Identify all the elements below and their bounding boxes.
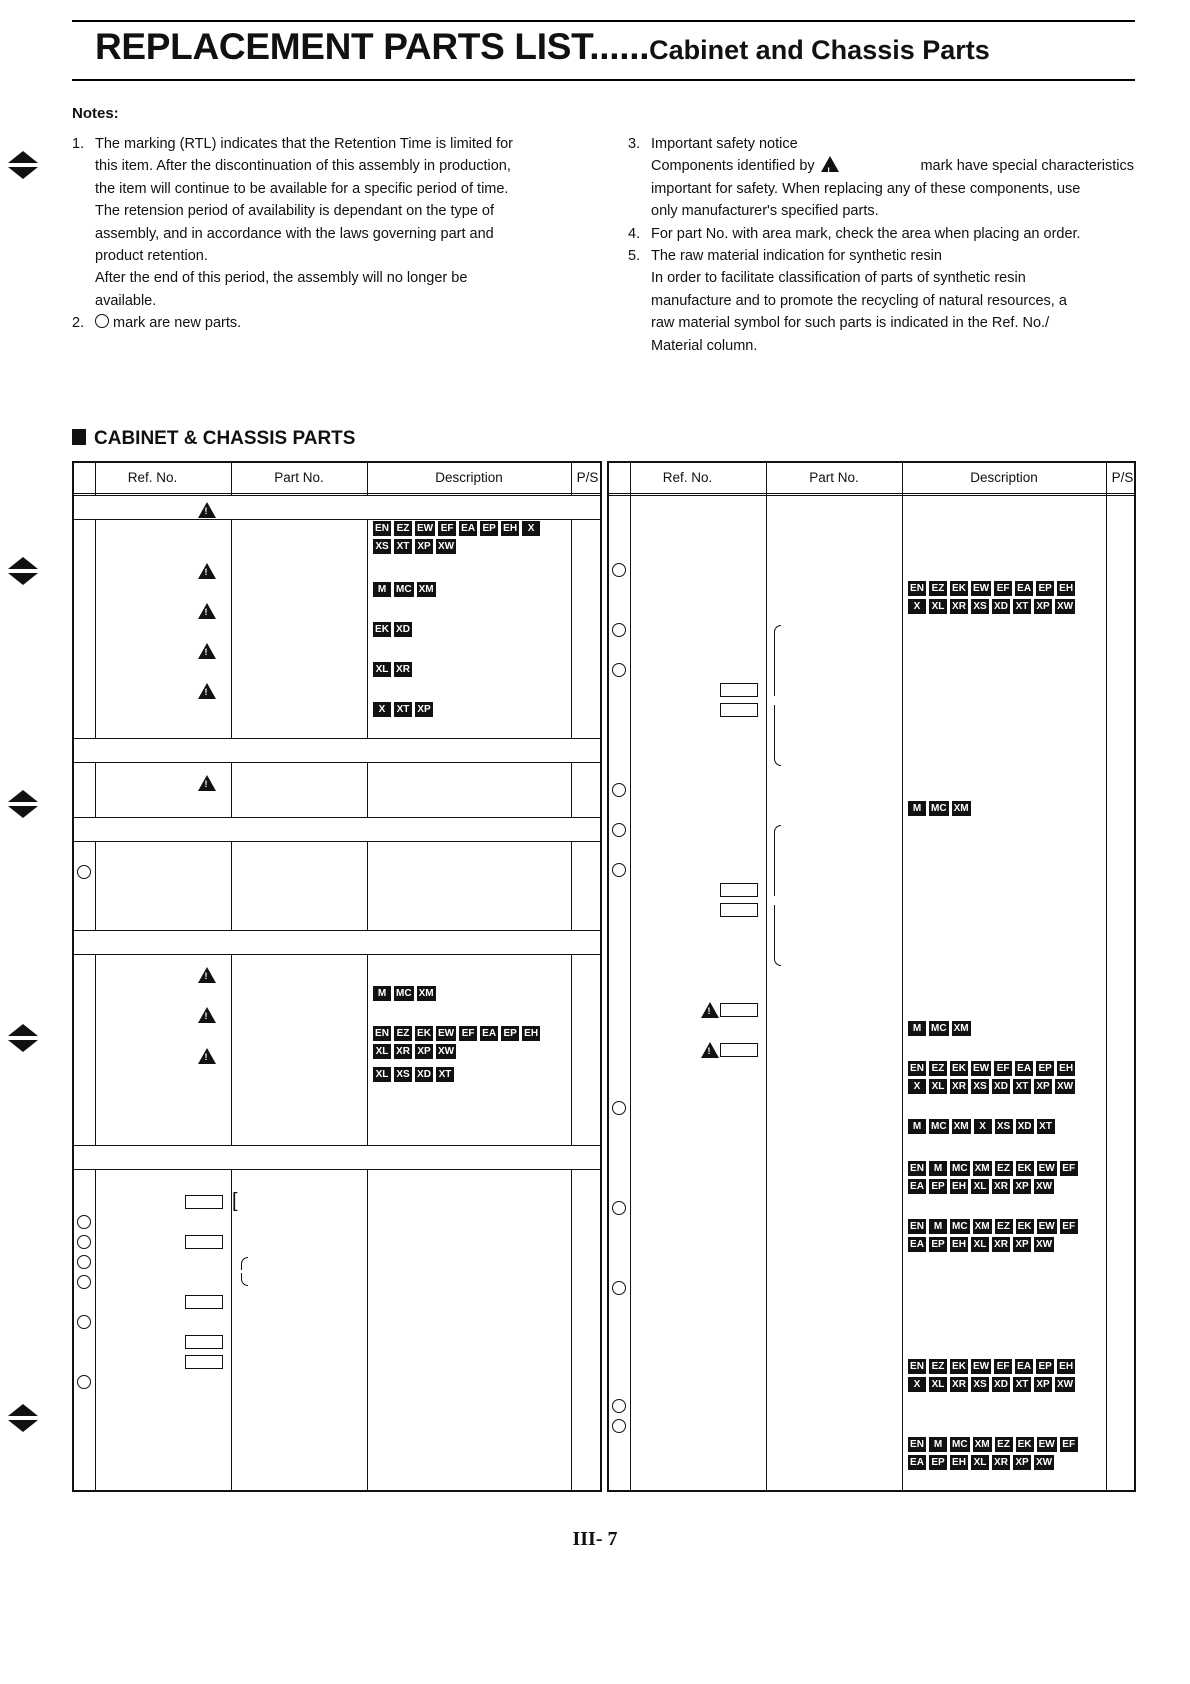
area-code-badge: XP: [1034, 599, 1052, 614]
area-code-badge: EF: [1060, 1161, 1078, 1176]
new-part-circle-icon: [612, 823, 626, 837]
note-number: 3.: [628, 136, 641, 152]
brace: [774, 825, 781, 896]
area-code-badge: EA: [1015, 1359, 1033, 1374]
new-part-circle-icon: [95, 314, 109, 328]
note-line: manufacture and to promote the recycling of natural resources, a: [651, 292, 1067, 309]
safety-warning-icon: [198, 683, 216, 699]
area-codes: [373, 699, 436, 717]
note-line: available.: [95, 292, 157, 309]
area-codes: [373, 983, 439, 1001]
new-part-circle-icon: [612, 863, 626, 877]
page-number: III- 7: [572, 1528, 618, 1550]
area-code-badge: EK: [950, 581, 968, 596]
safety-warning-icon: [198, 1048, 216, 1064]
area-code-badge: XD: [415, 1067, 433, 1082]
area-code-badge: XL: [971, 1179, 989, 1194]
area-codes: [373, 1041, 459, 1059]
area-code-badge: EK: [1016, 1161, 1034, 1176]
area-codes: [908, 1434, 1081, 1452]
safety-warning-icon: [198, 643, 216, 659]
area-code-badge: MC: [396, 584, 412, 595]
new-part-circle-icon: [77, 1215, 91, 1229]
area-code-badge: XR: [992, 1237, 1010, 1252]
area-code-badge: MC: [396, 988, 412, 999]
section-title-text: CABINET & CHASSIS PARTS: [94, 428, 356, 449]
area-code-badge: XS: [995, 1119, 1013, 1134]
area-code-badge: XL: [971, 1237, 989, 1252]
area-code-badge: X: [908, 599, 926, 614]
note-line: Important safety notice: [651, 136, 798, 152]
area-code-badge: XL: [929, 599, 947, 614]
area-code-badge: XM: [974, 1221, 990, 1232]
new-part-circle-icon: [77, 1255, 91, 1269]
area-code-badge: EW: [1038, 1163, 1055, 1174]
area-code-badge: EN: [373, 1026, 391, 1041]
area-code-badge: X: [908, 1079, 926, 1094]
note-line: product retention.: [95, 248, 208, 265]
note-line: only manufacturer's specified parts.: [651, 203, 879, 220]
area-codes: [373, 659, 415, 677]
section-title: [72, 428, 355, 450]
note-line: mark are new parts.: [113, 315, 242, 331]
section-band: [74, 739, 600, 762]
area-code-badge: EP: [1036, 581, 1054, 596]
area-codes: [908, 1216, 1081, 1234]
area-code-badge: EZ: [995, 1437, 1013, 1452]
title-main: REPLACEMENT PARTS LIST......: [95, 26, 650, 67]
area-code-badge: MC: [931, 1023, 947, 1034]
area-code-badge: XP: [415, 1044, 433, 1059]
area-code-badge: EP: [929, 1237, 947, 1252]
area-code-badge: X: [974, 1119, 992, 1134]
note-5: [628, 245, 1134, 357]
material-mark: [185, 1355, 223, 1369]
margin-mark: [0, 151, 42, 181]
area-code-badge: EA: [480, 1026, 498, 1041]
area-code-badge: XD: [992, 1079, 1010, 1094]
area-code-badge: X: [373, 702, 391, 717]
note-1: [72, 133, 582, 312]
area-code-badge: EN: [908, 1161, 926, 1176]
area-code-badge: XW: [1036, 1239, 1053, 1250]
material-mark: [720, 703, 758, 717]
parts-table-left: [72, 461, 602, 1492]
section-rule: [74, 954, 600, 955]
area-code-badge: EF: [1060, 1437, 1078, 1452]
margin-mark: [0, 1024, 42, 1054]
area-code-badge: M: [908, 1021, 926, 1036]
area-codes: [908, 798, 974, 816]
area-code-badge: EK: [1016, 1219, 1034, 1234]
area-codes: [373, 619, 415, 637]
material-mark: [720, 883, 758, 897]
area-code-badge: XR: [394, 662, 412, 677]
area-code-badge: XL: [373, 662, 391, 677]
new-part-circle-icon: [77, 865, 91, 879]
note-3: [628, 133, 1134, 223]
area-code-badge: XT: [436, 1067, 454, 1082]
area-code-badge: EH: [1057, 1061, 1075, 1076]
area-code-badge: EZ: [995, 1161, 1013, 1176]
col-header-desc: Description: [435, 470, 503, 485]
area-code-badge: EA: [908, 1179, 926, 1194]
new-part-circle-icon: [77, 1375, 91, 1389]
area-code-badge: M: [929, 1219, 947, 1234]
new-part-circle-icon: [612, 663, 626, 677]
new-part-circle-icon: [612, 1419, 626, 1433]
area-codes: [373, 518, 543, 536]
section-rule: [74, 1169, 600, 1170]
area-code-badge: MC: [931, 803, 947, 814]
area-code-badge: EH: [950, 1179, 968, 1194]
page-title: [95, 26, 990, 68]
new-part-circle-icon: [612, 1101, 626, 1115]
area-code-badge: EP: [929, 1179, 947, 1194]
note-line: Components identified by: [651, 158, 815, 175]
area-code-badge: EW: [417, 523, 434, 534]
area-code-badge: EZ: [995, 1219, 1013, 1234]
area-code-badge: XS: [971, 599, 989, 614]
area-code-badge: EZ: [929, 1061, 947, 1076]
area-code-badge: XL: [929, 1079, 947, 1094]
area-code-badge: XT: [1013, 599, 1031, 614]
area-code-badge: EW: [973, 1361, 990, 1372]
new-part-circle-icon: [77, 1235, 91, 1249]
area-code-badge: XT: [394, 539, 412, 554]
note-line: this item. After the discontinuation of this assembly in production,: [95, 158, 511, 175]
title-sub: Cabinet and Chassis Parts: [649, 35, 990, 65]
section-rule: [74, 762, 600, 763]
area-code-badge: X: [908, 1377, 926, 1392]
area-code-badge: XL: [373, 1067, 391, 1082]
area-code-badge: XW: [1036, 1457, 1053, 1468]
area-code-badge: XM: [974, 1163, 990, 1174]
col-header-part: Part No.: [274, 470, 324, 485]
area-code-badge: EN: [373, 521, 391, 536]
col-header-ps: P/S: [1111, 470, 1134, 485]
brace: [774, 705, 781, 766]
note-line: The retension period of availability is dependant on the type of: [95, 203, 495, 220]
note-line: Material column.: [651, 337, 758, 354]
area-code-badge: XL: [373, 1044, 391, 1059]
material-mark: [720, 683, 758, 697]
area-code-badge: EH: [1057, 1359, 1075, 1374]
section-band: [74, 496, 600, 519]
col-header-part: Part No.: [809, 470, 859, 485]
area-code-badge: EP: [1036, 1359, 1054, 1374]
area-code-badge: XR: [992, 1455, 1010, 1470]
area-code-badge: EF: [994, 1061, 1012, 1076]
new-part-circle-icon: [612, 1281, 626, 1295]
note-line: For part No. with area mark, check the area when placing an order.: [651, 226, 1081, 242]
col-header-ps: P/S: [576, 470, 599, 485]
note-line: After the end of this period, the assembly will no longer be: [95, 270, 468, 287]
safety-warning-icon: [198, 563, 216, 579]
area-code-badge: EH: [522, 1026, 540, 1041]
area-code-badge: XW: [438, 541, 455, 552]
area-code-badge: EH: [501, 521, 519, 536]
area-code-badge: XM: [953, 1023, 969, 1034]
area-code-badge: XL: [971, 1455, 989, 1470]
note-line: raw material symbol for such parts is indicated in the Ref. No./: [651, 315, 1050, 332]
area-codes: [373, 1064, 457, 1082]
area-code-badge: MC: [952, 1439, 968, 1450]
area-codes: [908, 578, 1078, 596]
area-code-badge: EA: [1015, 581, 1033, 596]
note-line: The raw material indication for synthetic resin: [651, 248, 942, 264]
notes-heading: Notes:: [72, 105, 119, 122]
area-code-badge: XW: [1057, 1081, 1074, 1092]
area-code-badge: M: [929, 1437, 947, 1452]
note-number: 5.: [628, 248, 641, 264]
area-code-badge: EF: [994, 1359, 1012, 1374]
area-codes: [373, 1023, 543, 1041]
area-code-badge: EA: [908, 1455, 926, 1470]
area-codes: [908, 596, 1078, 614]
col-header-desc: Description: [970, 470, 1038, 485]
area-code-badge: XS: [394, 1067, 412, 1082]
area-code-badge: EK: [1016, 1437, 1034, 1452]
area-code-badge: XM: [974, 1439, 990, 1450]
area-codes: [908, 1018, 974, 1036]
area-code-badge: EZ: [394, 1026, 412, 1041]
area-code-badge: XM: [418, 584, 434, 595]
area-code-badge: XP: [1013, 1179, 1031, 1194]
area-code-badge: X: [522, 521, 540, 536]
margin-mark: [0, 1404, 42, 1434]
area-code-badge: EW: [1038, 1439, 1055, 1450]
area-code-badge: EK: [373, 622, 391, 637]
area-code-badge: XP: [415, 539, 433, 554]
area-code-badge: EA: [1015, 1061, 1033, 1076]
area-codes: [908, 1076, 1078, 1094]
top-rule: [72, 20, 1135, 22]
area-code-badge: XR: [950, 1079, 968, 1094]
area-code-badge: XP: [1034, 1377, 1052, 1392]
area-code-badge: XS: [971, 1079, 989, 1094]
area-code-badge: XP: [415, 702, 433, 717]
area-code-badge: EF: [459, 1026, 477, 1041]
area-code-badge: EP: [929, 1455, 947, 1470]
area-codes: [908, 1234, 1057, 1252]
margin-mark: [0, 790, 42, 820]
bullet-square-icon: [72, 429, 86, 445]
note-line: The marking (RTL) indicates that the Retention Time is limited for: [95, 136, 513, 152]
area-code-badge: EW: [1038, 1221, 1055, 1232]
area-code-badge: MC: [952, 1163, 968, 1174]
area-code-badge: XS: [971, 1377, 989, 1392]
safety-warning-icon: [701, 1002, 719, 1018]
area-code-badge: XT: [1013, 1079, 1031, 1094]
parts-table-right: [607, 461, 1136, 1492]
area-code-badge: EA: [908, 1237, 926, 1252]
note-line: important for safety. When replacing any of these components, use: [651, 180, 1081, 197]
area-code-badge: MC: [952, 1221, 968, 1232]
area-codes: [908, 1116, 1058, 1134]
material-mark: [720, 903, 758, 917]
new-part-circle-icon: [77, 1275, 91, 1289]
section-rule: [74, 841, 600, 842]
brace: [241, 1273, 248, 1286]
safety-warning-icon: [198, 603, 216, 619]
area-code-badge: MC: [931, 1121, 947, 1132]
section-band: [74, 1146, 600, 1169]
margin-mark: [0, 557, 42, 587]
note-number: 4.: [628, 226, 641, 242]
area-code-badge: XP: [1013, 1237, 1031, 1252]
area-code-badge: EH: [950, 1237, 968, 1252]
safety-warning-icon: [198, 967, 216, 983]
area-code-badge: M: [929, 1161, 947, 1176]
material-mark: [720, 1043, 758, 1057]
area-code-badge: M: [908, 1119, 926, 1134]
area-code-badge: EN: [908, 1359, 926, 1374]
material-mark: [185, 1195, 223, 1209]
new-part-circle-icon: [612, 783, 626, 797]
area-codes: [908, 1058, 1078, 1076]
note-number: 2.: [72, 315, 85, 331]
area-code-badge: XM: [953, 803, 969, 814]
area-code-badge: XW: [1057, 601, 1074, 612]
area-code-badge: EH: [1057, 581, 1075, 596]
area-code-badge: XW: [1057, 1379, 1074, 1390]
area-code-badge: EZ: [929, 1359, 947, 1374]
area-code-badge: EZ: [394, 521, 412, 536]
area-code-badge: EF: [438, 521, 456, 536]
area-code-badge: EF: [1060, 1219, 1078, 1234]
new-part-circle-icon: [612, 1201, 626, 1215]
area-code-badge: XP: [1034, 1079, 1052, 1094]
area-code-badge: EA: [459, 521, 477, 536]
area-code-badge: EK: [950, 1061, 968, 1076]
area-code-badge: XM: [418, 988, 434, 999]
area-code-badge: XR: [394, 1044, 412, 1059]
new-part-circle-icon: [612, 563, 626, 577]
area-code-badge: XD: [992, 599, 1010, 614]
area-code-badge: XR: [950, 1377, 968, 1392]
area-code-badge: XR: [950, 599, 968, 614]
section-band: [74, 931, 600, 954]
area-code-badge: EP: [501, 1026, 519, 1041]
material-mark: [185, 1235, 223, 1249]
area-code-badge: XL: [929, 1377, 947, 1392]
area-codes: [908, 1374, 1078, 1392]
area-code-badge: EW: [973, 583, 990, 594]
area-codes: [373, 579, 439, 597]
material-mark: [185, 1335, 223, 1349]
area-code-badge: EN: [908, 1061, 926, 1076]
area-code-badge: EW: [438, 1028, 455, 1039]
new-part-circle-icon: [612, 1399, 626, 1413]
safety-warning-icon: [821, 156, 839, 172]
area-code-badge: M: [908, 801, 926, 816]
area-code-badge: EK: [950, 1359, 968, 1374]
col-header-ref: Ref. No.: [662, 470, 713, 485]
brace: [774, 905, 781, 966]
area-code-badge: XR: [992, 1179, 1010, 1194]
area-code-badge: EN: [908, 581, 926, 596]
area-code-badge: XM: [953, 1121, 969, 1132]
brace: [774, 625, 781, 696]
material-mark: [185, 1295, 223, 1309]
area-code-badge: XD: [394, 622, 412, 637]
area-code-badge: EK: [415, 1026, 433, 1041]
note-line: the item will continue to be available for a specific period of time.: [95, 180, 509, 197]
safety-warning-icon: [198, 775, 216, 791]
area-code-badge: EP: [1036, 1061, 1054, 1076]
safety-warning-icon: [198, 502, 216, 518]
new-part-circle-icon: [612, 623, 626, 637]
area-codes: [908, 1452, 1057, 1470]
area-code-badge: M: [373, 582, 391, 597]
note-2: [72, 312, 582, 334]
note-4: [628, 223, 1134, 245]
area-code-badge: XP: [1013, 1455, 1031, 1470]
area-code-badge: XS: [373, 539, 391, 554]
area-code-badge: XW: [438, 1046, 455, 1057]
section-band: [74, 818, 600, 841]
area-code-badge: XT: [1013, 1377, 1031, 1392]
area-code-badge: XT: [394, 702, 412, 717]
brace: [241, 1257, 248, 1270]
safety-warning-icon: [198, 1007, 216, 1023]
note-number: 1.: [72, 136, 85, 152]
area-codes: [908, 1158, 1081, 1176]
note-line: assembly, and in accordance with the laws governing part and: [95, 225, 494, 242]
area-codes: [373, 536, 459, 554]
title-underline: [72, 79, 1135, 81]
col-header-ref: Ref. No.: [127, 470, 178, 485]
area-code-badge: XW: [1036, 1181, 1053, 1192]
safety-warning-icon: [701, 1042, 719, 1058]
area-code-badge: XT: [1037, 1119, 1055, 1134]
area-code-badge: EW: [973, 1063, 990, 1074]
area-code-badge: EF: [994, 581, 1012, 596]
bracket: [: [232, 1190, 238, 1212]
area-code-badge: EN: [908, 1219, 926, 1234]
note-line: In order to facilitate classification of parts of synthetic resin: [651, 270, 1026, 287]
material-mark: [720, 1003, 758, 1017]
area-code-badge: EH: [950, 1455, 968, 1470]
area-code-badge: EN: [908, 1437, 926, 1452]
area-code-badge: XD: [1016, 1119, 1034, 1134]
area-code-badge: XD: [992, 1377, 1010, 1392]
note-line: mark have special characteristics: [920, 158, 1134, 175]
area-code-badge: EP: [480, 521, 498, 536]
new-part-circle-icon: [77, 1315, 91, 1329]
area-codes: [908, 1176, 1057, 1194]
area-code-badge: M: [373, 986, 391, 1001]
area-code-badge: EZ: [929, 581, 947, 596]
area-codes: [908, 1356, 1078, 1374]
